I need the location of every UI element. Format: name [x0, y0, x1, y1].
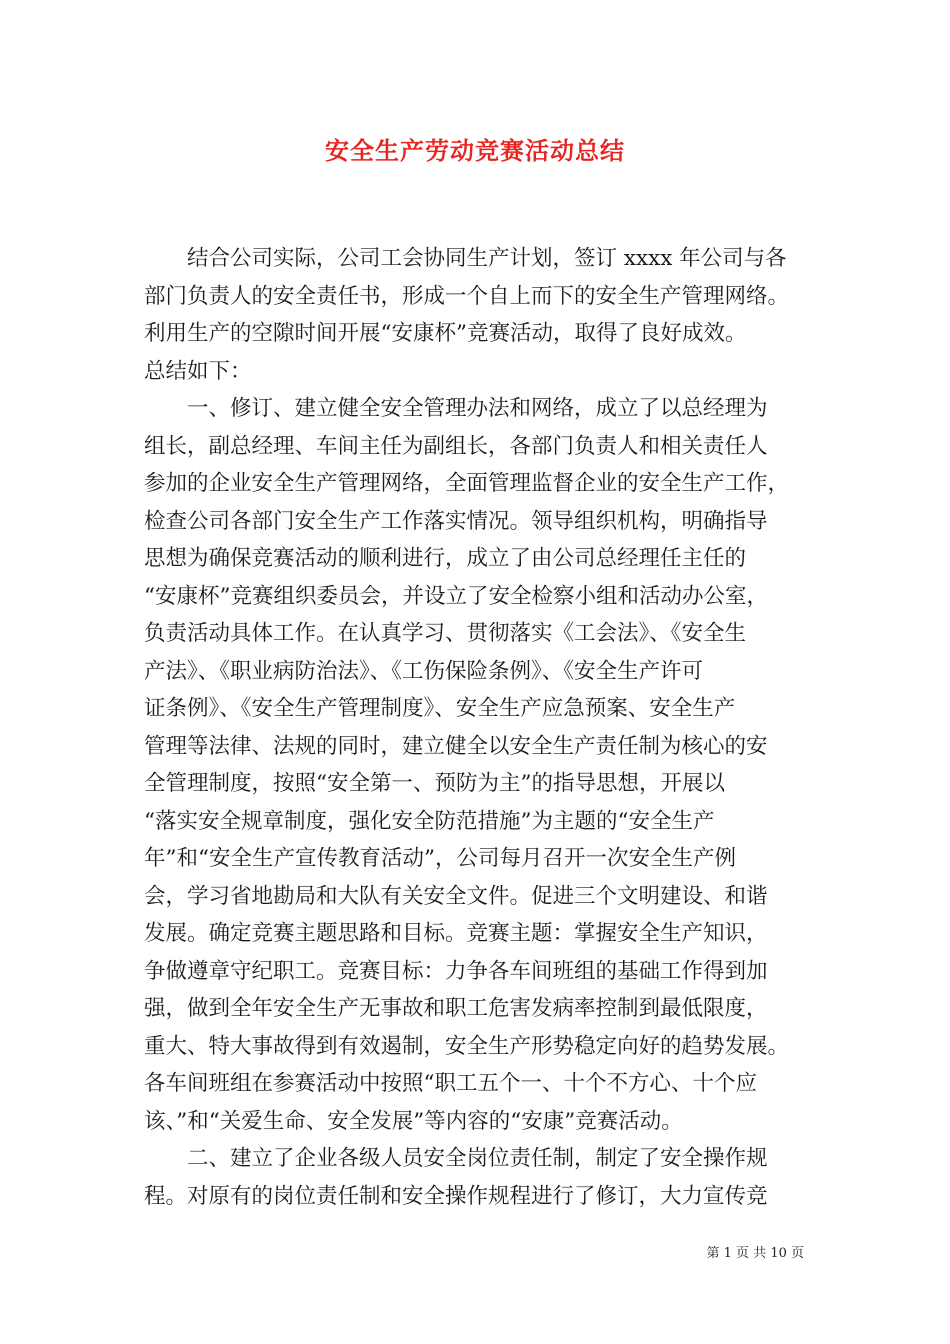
- body-line: 各车间班组在参赛活动中按照“职工五个一、十个不方心、十个应: [144, 1071, 757, 1096]
- body-line: 组长，副总经理、车间主任为副组长，各部门负责人和相关责任人: [144, 433, 768, 459]
- body-line: 会，学习省地勘局和大队有关安全文件。促进三个文明建设、和谐: [144, 883, 768, 909]
- body-line: 参加的企业安全生产管理网络，全面管理监督企业的安全生产工作，: [144, 471, 790, 496]
- body-line: 负责活动具体工作。在认真学习、贯彻落实《工会法》、《安全生: [144, 621, 747, 646]
- body-line: 产法》、《职业病防治法》、《工伤保险条例》、《安全生产许可: [144, 658, 704, 684]
- document-body: [144, 240, 820, 1215]
- body-line: “安康杯”竞赛组织委员会，并设立了安全检察小组和活动办公室，: [144, 583, 768, 609]
- body-line: 检查公司各部门安全生产工作落实情况。领导组织机构，明确指导: [144, 508, 768, 534]
- body-line: 全管理制度，按照“安全第一、预防为主”的指导思想，开展以: [144, 771, 725, 796]
- body-line: 一、修订、建立健全安全管理办法和网络，成立了以总经理为: [144, 396, 768, 421]
- body-line: 管理等法律、法规的同时，建立健全以安全生产责任制为核心的安: [144, 733, 768, 759]
- body-line: 程。对原有的岗位责任制和安全操作规程进行了修订，大力宣传竞: [144, 1183, 768, 1209]
- body-line: 总结如下：: [144, 358, 252, 384]
- body-line: 强，做到全年安全生产无事故和职工危害发病率控制到最低限度，: [144, 996, 768, 1021]
- body-line: 思想为确保竞赛活动的顺利进行，成立了由公司总经理任主任的: [144, 546, 747, 571]
- body-line: 部门负责人的安全责任书，形成一个自上而下的安全生产管理网络。: [144, 283, 790, 309]
- body-line: 利用生产的空隙时间开展“安康杯”竞赛活动，取得了良好成效。: [144, 321, 747, 346]
- page-number-footer: 第 1 页 共 10 页: [706, 1246, 804, 1261]
- body-line: 结合公司实际，公司工会协同生产计划，签订 xxxx 年公司与各: [144, 246, 787, 271]
- body-line: 证条例》、《安全生产管理制度》、安全生产应急预案、安全生产: [144, 696, 736, 721]
- body-line: 重大、特大事故得到有效遏制，安全生产形势稳定向好的趋势发展。: [144, 1033, 790, 1059]
- body-line: 该、”和“关爱生命、安全发展”等内容的“安康”竞赛活动。: [144, 1108, 683, 1134]
- body-line: 争做遵章守纪职工。竞赛目标：力争各车间班组的基础工作得到加: [144, 958, 768, 984]
- body-line: 发展。确定竞赛主题思路和目标。竞赛主题：掌握安全生产知识，: [144, 921, 768, 946]
- body-line: 二、建立了企业各级人员安全岗位责任制，制定了安全操作规: [144, 1146, 768, 1171]
- document-title: 安全生产劳动竞赛活动总结: [325, 136, 625, 165]
- body-line: 年”和“安全生产宣传教育活动”，公司每月召开一次安全生产例: [144, 846, 736, 871]
- body-line: “落实安全规章制度，强化安全防范措施”为主题的“安全生产: [144, 808, 715, 834]
